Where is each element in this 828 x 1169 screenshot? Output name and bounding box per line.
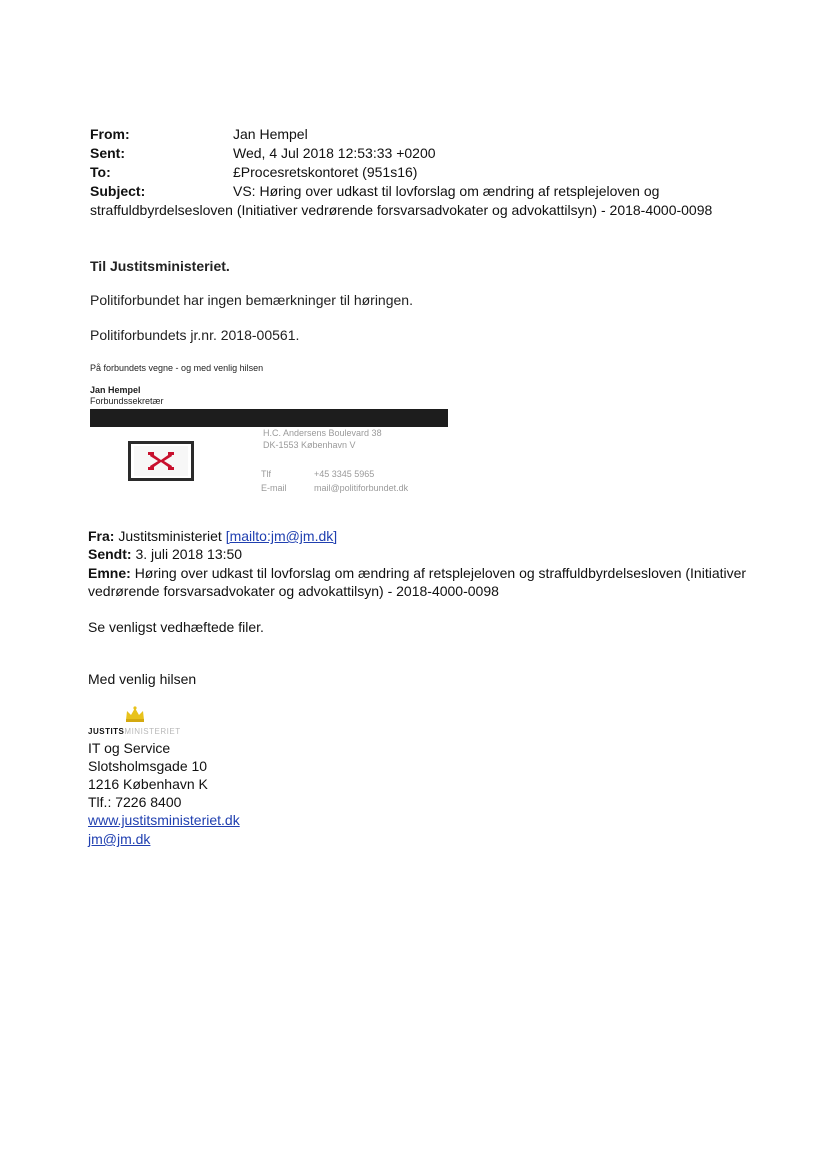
- emblem-icon: [131, 444, 191, 478]
- sender-name: Jan Hempel: [90, 385, 141, 395]
- sent-label: Sent:: [90, 145, 125, 161]
- reply-message: Politiforbundet har ingen bemærkninger til høringen.: [90, 292, 413, 308]
- ministry-dept: IT og Service: [88, 740, 171, 756]
- fwd-subject-row: [88, 565, 746, 581]
- fwd-from-label: Fra:: [88, 528, 115, 544]
- ministry-email-link[interactable]: jm@jm.dk: [88, 831, 151, 847]
- ministry-phone: Tlf.: 7226 8400: [88, 794, 182, 810]
- fwd-sent-label: Sendt:: [88, 546, 132, 562]
- fwd-subject-line-1: Høring over udkast til lovforslag om ændring af retsplejeloven og straffuldbyrdelsesloven (Initiativer: [134, 565, 747, 581]
- redaction-bar: [90, 409, 448, 427]
- address-line-1: H.C. Andersens Boulevard 38: [263, 428, 382, 438]
- to-label: To:: [90, 164, 111, 180]
- to-value: £Procesretskontoret (951s16): [233, 164, 418, 180]
- ministry-city: 1216 København K: [88, 776, 208, 792]
- fwd-sent-value: 3. juli 2018 13:50: [135, 546, 243, 562]
- fwd-mailto-link[interactable]: [mailto:jm@jm.dk]: [225, 528, 338, 544]
- subject-line-1: VS: Høring over udkast til lovforslag om ændring af retsplejeloven og: [233, 183, 660, 199]
- logo-word-bold: JUSTITS: [88, 727, 125, 736]
- sent-value: Wed, 4 Jul 2018 12:53:33 +0200: [233, 145, 436, 161]
- tlf-value: +45 3345 5965: [314, 469, 375, 479]
- fwd-subject-label: Emne:: [88, 565, 131, 581]
- reply-reference: Politiforbundets jr.nr. 2018-00561.: [90, 327, 300, 343]
- closing: Med venlig hilsen: [88, 671, 197, 687]
- fwd-subject-line-2: vedrørende forsvarsadvokater og advokattilsyn) - 2018-4000-0098: [88, 583, 499, 599]
- reply-signoff: På forbundets vegne - og med venlig hilsen: [90, 363, 264, 373]
- attachment-note: Se venligst vedhæftede filer.: [88, 619, 264, 635]
- subject-label: Subject:: [90, 183, 146, 199]
- reply-greeting: Til Justitsministeriet.: [90, 258, 230, 274]
- from-value: Jan Hempel: [233, 126, 308, 142]
- ministry-website-link[interactable]: www.justitsministeriet.dk: [88, 812, 240, 828]
- fwd-sent-row: [88, 546, 242, 562]
- email-value: mail@politiforbundet.dk: [314, 483, 409, 493]
- email-label: E-mail: [261, 483, 287, 493]
- sender-title: Forbundssekretær: [90, 396, 164, 406]
- ministry-logo-text: [88, 727, 181, 736]
- fwd-from-row: [88, 528, 337, 544]
- address-line-2: DK-1553 København V: [263, 440, 356, 450]
- fwd-from-value: Justitsministeriet: [118, 528, 222, 544]
- ministry-street: Slotsholmsgade 10: [88, 758, 208, 774]
- tlf-label: Tlf: [261, 469, 271, 479]
- logo-word-light: MINISTERIET: [124, 727, 181, 736]
- from-label: From:: [90, 126, 130, 142]
- politiforbundet-logo: [128, 441, 194, 481]
- crown-icon: [124, 705, 146, 723]
- subject-line-2: straffuldbyrdelsesloven (Initiativer vedrørende forsvarsadvokater og advokattilsyn) - 2018-4000-0098: [90, 202, 713, 218]
